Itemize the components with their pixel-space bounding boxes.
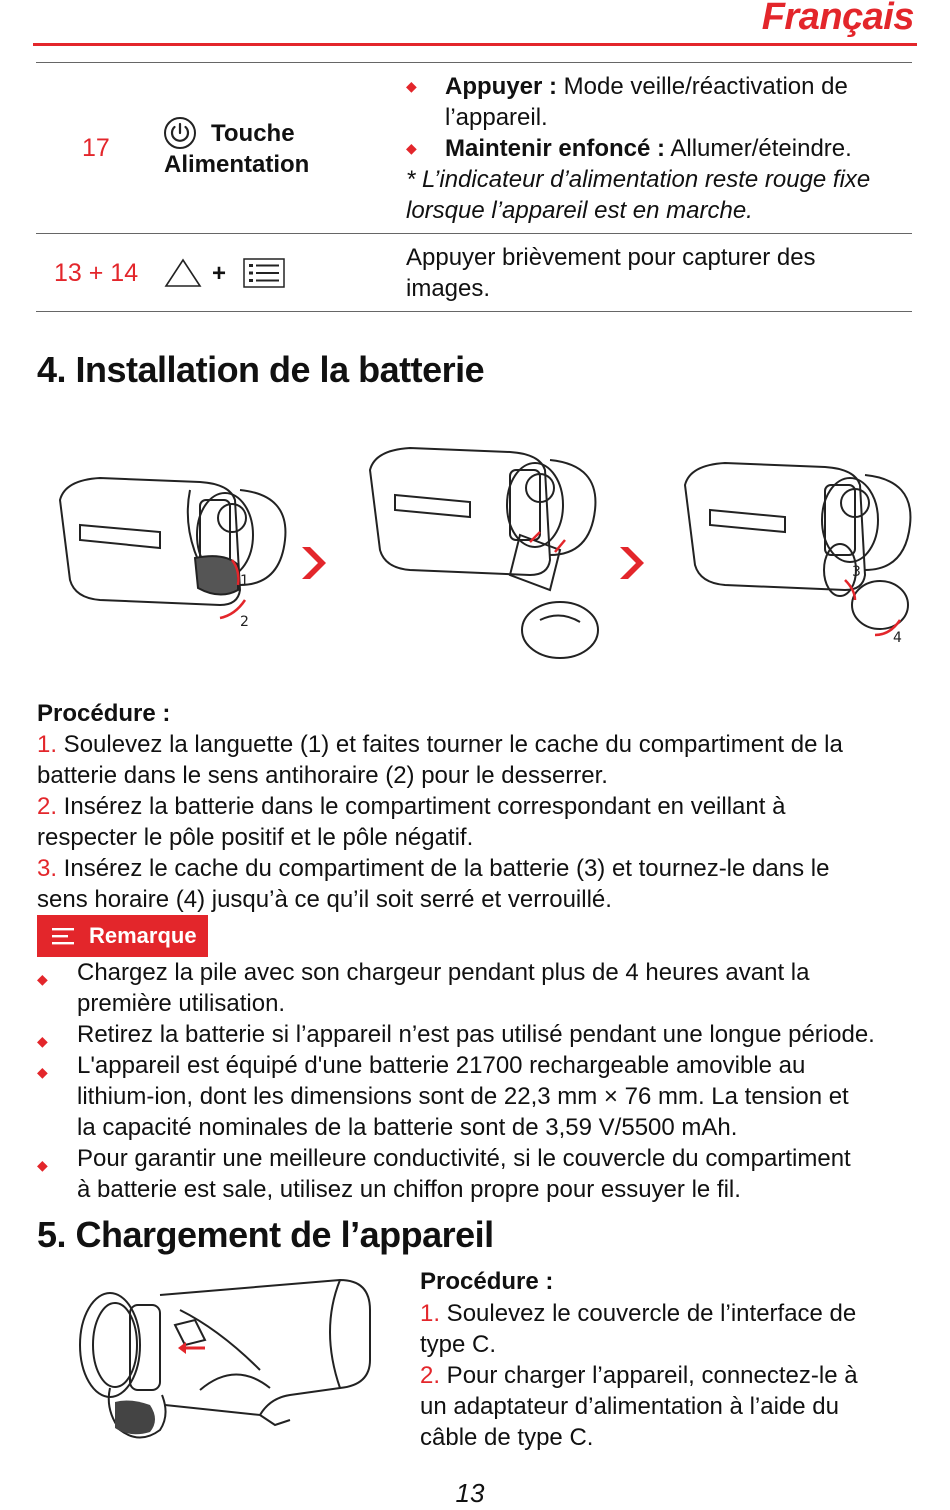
remark-label: Remarque bbox=[89, 923, 197, 948]
step-line: batterie dans le sens antihoraire (2) pour le desserrer. bbox=[37, 762, 608, 789]
row-note-line: lorsque l’appareil est en marche. bbox=[406, 197, 753, 224]
remark-line: Chargez la pile avec son chargeur pendant plus de 4 heures avant la bbox=[77, 959, 810, 986]
figure-label-2: 2 bbox=[240, 614, 249, 630]
power-icon bbox=[163, 116, 197, 150]
note-lines-icon bbox=[52, 928, 76, 946]
row-number: 17 bbox=[82, 134, 110, 162]
table-bottom-rule bbox=[36, 311, 912, 312]
figure-label-3: 3 bbox=[852, 564, 861, 580]
plus-sign: + bbox=[212, 260, 227, 287]
remark-line: L'appareil est équipé d'une batterie 21700 rechargeable amovible au bbox=[77, 1052, 806, 1079]
step-line: sens horaire (4) jusqu’à ce qu’il soit serré et verrouillé. bbox=[37, 886, 612, 913]
triangle-icon bbox=[163, 257, 203, 289]
bullet-icon: ◆ bbox=[37, 1064, 48, 1080]
remark-badge bbox=[37, 915, 208, 957]
section-title: 4. Installation de la batterie bbox=[37, 349, 485, 390]
row-number: 13 + 14 bbox=[54, 259, 139, 287]
remark-line: Pour garantir une meilleure conductivité, si le couvercle du compartiment bbox=[77, 1145, 851, 1172]
arrow-icon bbox=[620, 547, 644, 579]
arrow-icon bbox=[302, 547, 326, 579]
row-desc-line: images. bbox=[406, 275, 491, 302]
remark-line: à batterie est sale, utilisez un chiffon propre pour essuyer le fil. bbox=[77, 1176, 741, 1203]
bullet-icon: ◆ bbox=[37, 1157, 48, 1173]
figure-label-1: 1 bbox=[240, 573, 249, 589]
procedure-label: Procédure : bbox=[37, 700, 171, 727]
bullet-icon: ◆ bbox=[406, 140, 417, 156]
row-desc-line: l’appareil. bbox=[445, 104, 548, 131]
row-desc-line: Appuyer : Mode veille/réactivation de bbox=[445, 73, 848, 100]
step-line: 2. Pour charger l’appareil, connectez-le à bbox=[420, 1362, 858, 1389]
remark-line: la capacité nominales de la batterie sont de 3,59 V/5500 mAh. bbox=[77, 1114, 738, 1141]
key-name-line2: Alimentation bbox=[164, 151, 310, 178]
figure-label-4: 4 bbox=[893, 630, 902, 646]
remark-line: lithium-ion, dont les dimensions sont de 22,3 mm × 76 mm. La tension et bbox=[77, 1083, 849, 1110]
key-name-line1: Touche bbox=[211, 120, 295, 147]
page-number: 13 bbox=[455, 1478, 485, 1508]
battery-installation-figure bbox=[40, 440, 920, 670]
step-line: respecter le pôle positif et le pôle négatif. bbox=[37, 824, 474, 851]
menu-icon bbox=[243, 258, 285, 288]
table-top-rule bbox=[36, 62, 912, 63]
step-line: 3. Insérez le cache du compartiment de la batterie (3) et tournez-le dans le bbox=[37, 855, 830, 882]
step-line: 2. Insérez la batterie dans le compartiment correspondant en veillant à bbox=[37, 793, 786, 820]
header-rule bbox=[33, 43, 917, 46]
charging-figure bbox=[70, 1270, 390, 1450]
table-row-rule bbox=[36, 233, 912, 234]
row-desc-line: Appuyer brièvement pour capturer des bbox=[406, 244, 816, 271]
section-title: 5. Chargement de l’appareil bbox=[37, 1214, 494, 1255]
bullet-icon: ◆ bbox=[37, 971, 48, 987]
row-note-line: * L’indicateur d’alimentation reste rouge fixe bbox=[406, 166, 871, 193]
step-line: 1. Soulevez la languette (1) et faites tourner le cache du compartiment de la bbox=[37, 731, 843, 758]
step-line: 1. Soulevez le couvercle de l’interface de bbox=[420, 1300, 857, 1327]
language-label: Français bbox=[761, 0, 914, 38]
row-desc-line: Maintenir enfoncé : Allumer/éteindre. bbox=[445, 135, 852, 162]
step-line: un adaptateur d’alimentation à l’aide du bbox=[420, 1393, 839, 1420]
procedure-label: Procédure : bbox=[420, 1268, 554, 1295]
step-line: type C. bbox=[420, 1331, 497, 1358]
bullet-icon: ◆ bbox=[406, 78, 417, 94]
step-line: câble de type C. bbox=[420, 1424, 594, 1451]
remark-line: Retirez la batterie si l’appareil n’est pas utilisé pendant une longue période. bbox=[77, 1021, 875, 1048]
bullet-icon: ◆ bbox=[37, 1033, 48, 1049]
remark-line: première utilisation. bbox=[77, 990, 286, 1017]
